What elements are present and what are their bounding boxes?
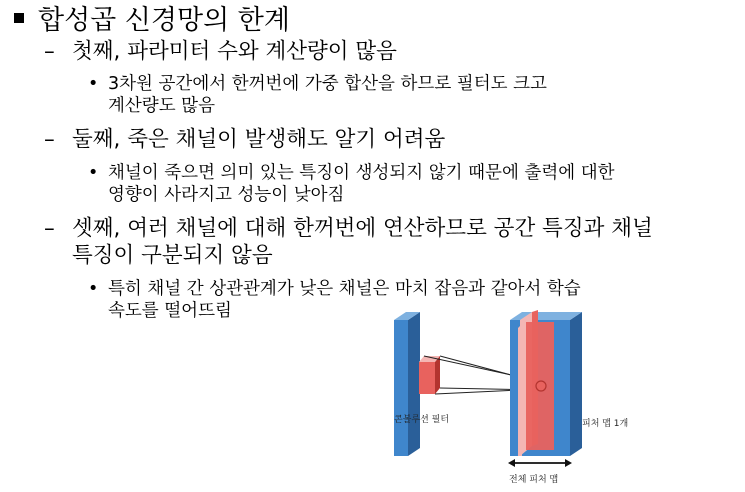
point-1 xyxy=(44,38,397,65)
point-2-detail-line-1: 채널이 죽으면 의미 있는 특징이 생성되지 않기 때문에 출력에 대한 xyxy=(108,163,615,183)
point-2-detail xyxy=(88,162,615,206)
point-3-text-line-1: 셋째, 여러 채널에 대해 한꺼번에 연산하므로 공간 특징과 채널 xyxy=(72,216,653,241)
convolution-filter xyxy=(419,356,440,394)
point-3-text-line-2: 특징이 구분되지 않음 xyxy=(72,243,273,268)
square-bullet-icon xyxy=(14,13,24,23)
dash-icon: – xyxy=(44,216,55,241)
input-volume xyxy=(394,312,420,456)
dash-icon: – xyxy=(44,39,55,64)
convolution-illustration xyxy=(384,310,654,490)
point-3-detail-line-1: 특히 채널 간 상관관계가 낮은 채널은 마치 잡음과 같아서 학습 xyxy=(108,279,581,299)
point-2 xyxy=(44,126,445,153)
all-maps-label: 전체 피처 맵 xyxy=(509,475,559,485)
slide-title-text: 합성곱 신경망의 한계 xyxy=(38,5,290,36)
dash-icon: – xyxy=(44,127,55,152)
dot-bullet-icon: • xyxy=(88,74,99,94)
point-3 xyxy=(44,215,653,269)
output-feature-maps xyxy=(510,310,582,456)
dot-bullet-icon: • xyxy=(88,279,99,299)
dot-bullet-icon: • xyxy=(88,163,99,183)
feature-map-label: 피처 맵 1개 xyxy=(582,419,629,429)
point-1-text: 첫째, 파라미터 수와 계산량이 많음 xyxy=(72,39,397,64)
point-1-detail xyxy=(88,73,547,117)
point-1-detail-line-2: 계산량도 많음 xyxy=(108,96,215,116)
point-3-detail-line-2: 속도를 떨어뜨림 xyxy=(108,301,232,321)
point-2-detail-line-2: 영향이 사라지고 성능이 낮아짐 xyxy=(108,185,345,205)
width-arrow xyxy=(508,459,572,467)
filter-label: 콘볼루션 필터 xyxy=(394,415,450,425)
point-2-text: 둘째, 죽은 채널이 발생해도 알기 어려움 xyxy=(72,127,446,152)
slide-title xyxy=(14,4,290,38)
point-1-detail-line-1: 3차원 공간에서 한꺼번에 가중 합산을 하므로 필터도 크고 xyxy=(108,74,547,94)
